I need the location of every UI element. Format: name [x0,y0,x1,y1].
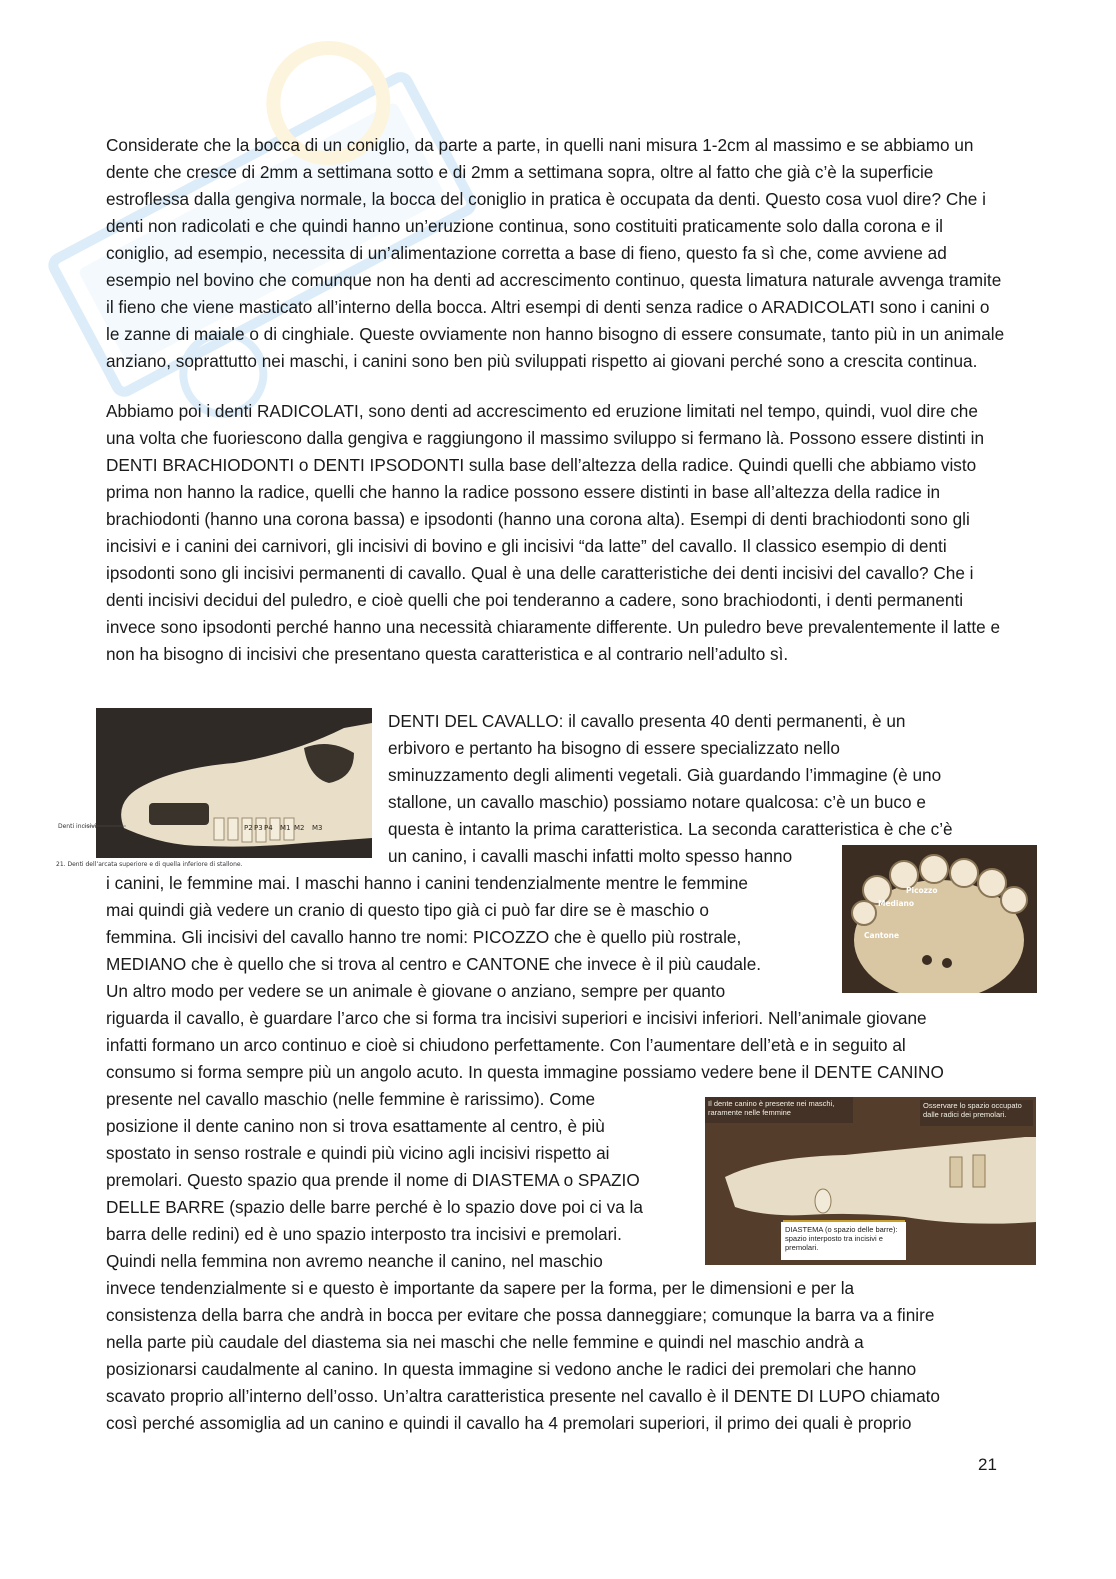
tooth-label: P4 [264,824,273,832]
figure1-label-incisivi: Denti incisivi [58,823,97,830]
text-line: DENTI DEL CAVALLO: il cavallo presenta 40 denti permanenti, è un [388,711,906,731]
label-mediano: Mediano [878,899,915,908]
tooth-label: M3 [312,824,323,832]
text-line: posizione il dente canino non si trova esattamente al centro, è più [106,1116,605,1136]
paragraph-1: Considerate che la bocca di un coniglio, da parte a parte, in quelli nani misura 1-2cm al massimo e se abbiamo un dente che cresce di 2mm a settimana sotto e di 2mm a settimana sopra, oltre al fatto che già c’è la superficie estroflessa dalla gengiva normale, la bocca del coniglio in pratica è occupata da denti. Questo cosa vuol dire? Che i denti non radicolati e che quindi hanno un’eruzione continua, sono costituiti praticamente solo dalla corona e il coniglio, ad esempio, necessita di un’alimentazione corretta a base di fieno, questo fa sì che, come avviene ad esempio nel bovino che comunque non ha denti ad accrescimento continuo, questa limatura naturale avvenga tramite il fieno che viene masticato all’interno della bocca. Altri esempi di denti senza radice o ARADICOLATI sono i canini o le zanne di maiale o di cinghiale. Queste ovviamente non hanno bisogno di essere consumate, tanto più in un animale anziano, soprattutto nei maschi, i canini sono ben più sviluppati rispetto ai giovani perché sono a crescita continua. [106,135,1005,371]
text-line: invece tendenzialmente si e questo è importante da sapere per la forma, per le dimensioni e per la [106,1278,855,1298]
tooth-label: P3 [254,824,263,832]
text-line: stallone, un cavallo maschio) possiamo notare qualcosa: c’è un buco e [388,792,926,812]
figure3-note-premolars: Osservare lo spazio occupato dalle radici dei premolari. [923,1101,1022,1119]
text-line: barra delle redini) ed è uno spazio interposto tra incisivi e premolari. [106,1224,622,1244]
tooth-label: P2 [244,824,253,832]
text-line: Un altro modo per vedere se un animale è giovane o anziano, sempre per quanto [106,981,726,1001]
text-line: così perché assomiglia ad un canino e quindi il cavallo ha 4 premolari superiori, il primo dei quali è proprio [106,1413,912,1433]
label-cantone: Cantone [864,931,900,940]
text-line: DELLE BARRE (spazio delle barre perché è lo spazio dove poi ci va la [106,1197,643,1217]
tooth-label: M2 [294,824,305,832]
text-line: scavato proprio all’interno dell’osso. Un’altra caratteristica presente nel cavallo è il DENTE DI LUPO chiamato [106,1386,940,1406]
text-line: presente nel cavallo maschio (nelle femmine è rarissimo). Come [106,1089,596,1109]
figure3-note-canine: Il dente canino è presente nei maschi, raramente nelle femmine [708,1099,835,1117]
text-line: un canino, i cavalli maschi infatti molto spesso hanno [388,846,793,866]
text-line: nella parte più caudale del diastema sia nei maschi che nelle femmine e quindi nel maschio andrà a [106,1332,864,1352]
text-line: posizionarsi caudalmente al canino. In questa immagine si vedono anche le radici dei premolari che hanno [106,1359,917,1379]
text-line: premolari. Questo spazio qua prende il nome di DIASTEMA o SPAZIO [106,1170,640,1190]
text-line: questa è intanto la prima caratteristica. La seconda caratteristica è che c’è [388,819,953,839]
tooth-label: M1 [280,824,291,832]
text-line: erbivoro e pertanto ha bisogno di essere specializzato nello [388,738,840,758]
text-line: MEDIANO che è quello che si trova al centro e CANTONE che invece è il più caudale. [106,954,762,974]
paragraph-3 [106,708,1016,1437]
label-picozzo: Picozzo [906,886,938,895]
figure3-note-diastema: DIASTEMA (o spazio delle barre): spazio interposto tra incisivi e premolari. [785,1225,898,1252]
text-line: femmina. Gli incisivi del cavallo hanno tre nomi: PICOZZO che è quello più rostrale, [106,927,742,947]
page-number: 21 [978,1455,997,1474]
figure1-caption: 21. Denti dell’arcata superiore e di quella inferiore di stallone. [56,861,243,868]
text-line: consumo si forma sempre più un angolo acuto. In questa immagine possiamo vedere bene il DENTE CANINO [106,1062,944,1082]
text-line: infatti formano un arco continuo e cioè si chiudono perfettamente. Con l’aumentare dell’età e in seguito al [106,1035,906,1055]
text-line: Quindi nella femmina non avremo neanche il canino, nel maschio [106,1251,603,1271]
text-line: consistenza della barra che andrà in bocca per evitare che possa danneggiare; comunque la barra va a finire [106,1305,935,1325]
paragraph-2: Abbiamo poi i denti RADICOLATI, sono denti ad accrescimento ed eruzione limitati nel tempo, quindi, vuol dire che una volta che fuoriescono dalla gengiva e raggiungono il massimo sviluppo si fermano là. Possono essere distinti in DENTI BRACHIODONTI o DENTI IPSODONTI sulla base dell’altezza della radice. Quindi quelli che abbiamo visto prima non hanno la radice, quelli che hanno la radice possono essere distinti in base all’altezza della radice in brachiodonti (hanno una corona bassa) e ipsodonti (hanno una corona alta). Esempi di denti brachiodonti sono gli incisivi e i canini dei carnivori, gli incisivi di bovino e gli incisivi “da latte” del cavallo. Il classico esempio di denti ipsodonti sono gli incisivi permanenti di cavallo. Qual è una delle caratteristiche dei denti incisivi del cavallo? Che i denti incisivi decidui del puledro, e cioè quelli che poi tenderanno a cadere, sono brachiodonti, i denti permanenti invece sono ipsodonti perché hanno una necessità chiaramente differente. Un puledro beve prevalentemente il latte e non ha bisogno di incisivi che presentano questa caratteristica e al contrario nell’adulto sì. [106,401,1001,664]
text-line: i canini, le femmine mai. I maschi hanno i canini tendenzialmente mentre le femmine [106,873,748,893]
text-line: mai quindi già vedere un cranio di questo tipo già ci può far dire se è maschio o [106,900,709,920]
text-line: sminuzzamento degli alimenti vegetali. Già guardando l’immagine (è uno [388,765,942,785]
text-line: spostato in senso rostrale e quindi più vicino agli incisivi rispetto ai [106,1143,610,1163]
text-line: riguarda il cavallo, è guardare l’arco che si forma tra incisivi superiori e incisivi inferiori. Nell’animale giovane [106,1008,927,1028]
